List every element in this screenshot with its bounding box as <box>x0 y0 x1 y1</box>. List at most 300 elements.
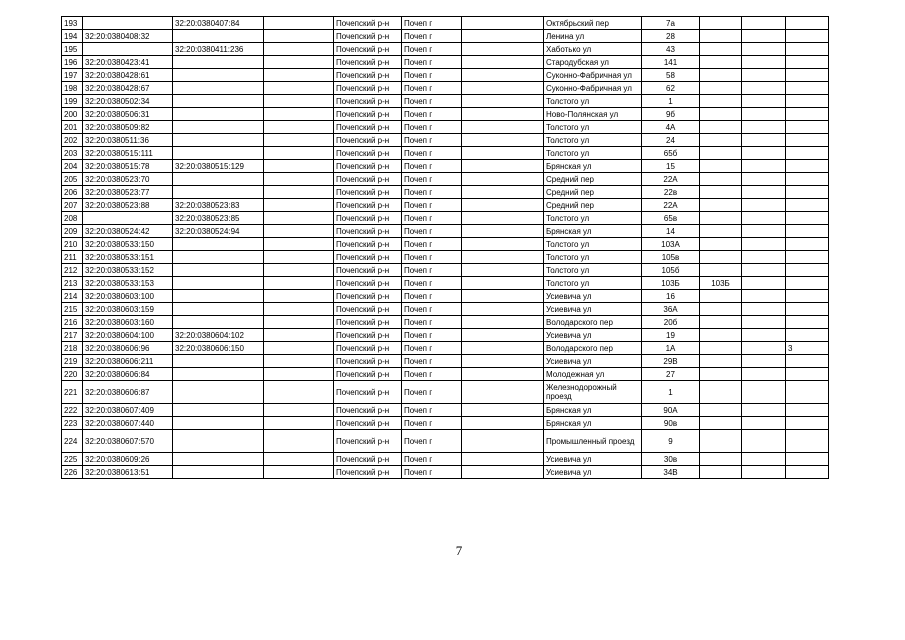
empty-cell <box>462 82 544 95</box>
district-cell: Почепский р-н <box>334 355 402 368</box>
empty-cell <box>462 329 544 342</box>
empty-cell <box>264 56 334 69</box>
table-row <box>62 56 829 69</box>
cadastral-number-2 <box>173 316 264 329</box>
street-cell: Железнодорожный проезд <box>544 381 642 404</box>
empty-cell <box>462 381 544 404</box>
street-cell: Толстого ул <box>544 277 642 290</box>
extra-cell <box>700 466 742 479</box>
cadastral-number-2 <box>173 417 264 430</box>
empty-cell <box>462 404 544 417</box>
extra-cell <box>700 95 742 108</box>
extra-cell <box>742 251 786 264</box>
empty-cell <box>264 82 334 95</box>
extra-cell <box>700 160 742 173</box>
empty-cell <box>462 160 544 173</box>
town-cell: Почеп г <box>402 56 462 69</box>
extra-cell <box>700 404 742 417</box>
row-number: 224 <box>62 430 83 453</box>
row-number: 203 <box>62 147 83 160</box>
district-cell: Почепский р-н <box>334 225 402 238</box>
town-cell: Почеп г <box>402 303 462 316</box>
town-cell: Почеп г <box>402 466 462 479</box>
empty-cell <box>462 17 544 30</box>
extra-cell <box>742 430 786 453</box>
table-row <box>62 225 829 238</box>
extra-cell <box>786 417 829 430</box>
empty-cell <box>462 430 544 453</box>
house-number-cell: 29В <box>642 355 700 368</box>
extra-cell <box>742 225 786 238</box>
row-number: 201 <box>62 121 83 134</box>
extra-cell <box>700 381 742 404</box>
district-cell: Почепский р-н <box>334 43 402 56</box>
extra-cell <box>786 316 829 329</box>
extra-cell <box>700 56 742 69</box>
district-cell: Почепский р-н <box>334 329 402 342</box>
district-cell: Почепский р-н <box>334 238 402 251</box>
house-number-cell: 22А <box>642 199 700 212</box>
table-row <box>62 355 829 368</box>
row-number: 222 <box>62 404 83 417</box>
town-cell: Почеп г <box>402 264 462 277</box>
cadastral-number: 32:20:0380607:409 <box>83 404 173 417</box>
town-cell: Почеп г <box>402 121 462 134</box>
cadastral-number: 32:20:0380428:61 <box>83 69 173 82</box>
house-number-cell: 103Б <box>642 277 700 290</box>
cadastral-number: 32:20:0380515:111 <box>83 147 173 160</box>
extra-cell <box>786 404 829 417</box>
empty-cell <box>264 303 334 316</box>
extra-cell <box>700 199 742 212</box>
table-row <box>62 430 829 453</box>
house-number-cell: 28 <box>642 30 700 43</box>
house-number-cell: 1А <box>642 342 700 355</box>
empty-cell <box>264 186 334 199</box>
extra-cell <box>786 290 829 303</box>
extra-cell <box>786 277 829 290</box>
cadastral-number-2: 32:20:0380515:129 <box>173 160 264 173</box>
cadastral-number-2 <box>173 95 264 108</box>
extra-cell <box>742 134 786 147</box>
district-cell: Почепский р-н <box>334 417 402 430</box>
extra-cell <box>786 329 829 342</box>
extra-cell <box>700 69 742 82</box>
cadastral-number: 32:20:0380607:440 <box>83 417 173 430</box>
cadastral-number-2 <box>173 453 264 466</box>
street-cell: Брянская ул <box>544 417 642 430</box>
row-number: 212 <box>62 264 83 277</box>
street-cell: Суконно-Фабричная ул <box>544 69 642 82</box>
empty-cell <box>264 108 334 121</box>
extra-cell <box>786 186 829 199</box>
empty-cell <box>462 225 544 238</box>
table-row <box>62 264 829 277</box>
extra-cell <box>786 453 829 466</box>
cadastral-number-2 <box>173 173 264 186</box>
cadastral-number: 32:20:0380506:31 <box>83 108 173 121</box>
cadastral-number: 32:20:0380502:34 <box>83 95 173 108</box>
cadastral-number-2 <box>173 56 264 69</box>
town-cell: Почеп г <box>402 355 462 368</box>
empty-cell <box>462 417 544 430</box>
extra-cell <box>700 290 742 303</box>
district-cell: Почепский р-н <box>334 381 402 404</box>
house-number-cell: 20б <box>642 316 700 329</box>
district-cell: Почепский р-н <box>334 303 402 316</box>
district-cell: Почепский р-н <box>334 82 402 95</box>
extra-cell <box>700 329 742 342</box>
extra-cell <box>742 173 786 186</box>
row-number: 199 <box>62 95 83 108</box>
empty-cell <box>264 453 334 466</box>
row-number: 205 <box>62 173 83 186</box>
house-number-cell: 90А <box>642 404 700 417</box>
street-cell: Брянская ул <box>544 225 642 238</box>
row-number: 200 <box>62 108 83 121</box>
extra-cell <box>742 82 786 95</box>
extra-cell <box>742 466 786 479</box>
cadastral-number-2 <box>173 303 264 316</box>
street-cell: Брянская ул <box>544 160 642 173</box>
row-number: 196 <box>62 56 83 69</box>
extra-cell <box>700 430 742 453</box>
table-row <box>62 173 829 186</box>
extra-cell <box>742 316 786 329</box>
town-cell: Почеп г <box>402 453 462 466</box>
cadastral-number-2: 32:20:0380524:94 <box>173 225 264 238</box>
cadastral-number-2 <box>173 134 264 147</box>
table-row <box>62 251 829 264</box>
table-row <box>62 30 829 43</box>
cadastral-number: 32:20:0380603:160 <box>83 316 173 329</box>
street-cell: Володарского пер <box>544 316 642 329</box>
empty-cell <box>264 329 334 342</box>
house-number-cell: 65б <box>642 147 700 160</box>
empty-cell <box>264 225 334 238</box>
cadastral-number-2: 32:20:0380606:150 <box>173 342 264 355</box>
empty-cell <box>264 417 334 430</box>
extra-cell <box>742 342 786 355</box>
town-cell: Почеп г <box>402 108 462 121</box>
empty-cell <box>264 134 334 147</box>
street-cell: Стародубская ул <box>544 56 642 69</box>
district-cell: Почепский р-н <box>334 56 402 69</box>
table-row <box>62 290 829 303</box>
table-row <box>62 134 829 147</box>
house-number-cell: 43 <box>642 43 700 56</box>
cadastral-number: 32:20:0380515:78 <box>83 160 173 173</box>
extra-cell <box>786 160 829 173</box>
district-cell: Почепский р-н <box>334 17 402 30</box>
town-cell: Почеп г <box>402 225 462 238</box>
house-number-cell: 141 <box>642 56 700 69</box>
town-cell: Почеп г <box>402 95 462 108</box>
extra-cell <box>786 212 829 225</box>
row-number: 210 <box>62 238 83 251</box>
table-row <box>62 69 829 82</box>
cadastral-number <box>83 17 173 30</box>
empty-cell <box>462 251 544 264</box>
extra-cell <box>786 430 829 453</box>
town-cell: Почеп г <box>402 173 462 186</box>
cadastral-number: 32:20:0380606:87 <box>83 381 173 404</box>
row-number: 198 <box>62 82 83 95</box>
empty-cell <box>264 238 334 251</box>
town-cell: Почеп г <box>402 381 462 404</box>
house-number-cell: 27 <box>642 368 700 381</box>
house-number-cell: 19 <box>642 329 700 342</box>
extra-cell <box>786 264 829 277</box>
extra-cell <box>786 466 829 479</box>
row-number: 204 <box>62 160 83 173</box>
district-cell: Почепский р-н <box>334 199 402 212</box>
district-cell: Почепский р-н <box>334 290 402 303</box>
cadastral-number-2 <box>173 238 264 251</box>
town-cell: Почеп г <box>402 342 462 355</box>
cadastral-number: 32:20:0380524:42 <box>83 225 173 238</box>
extra-cell <box>742 417 786 430</box>
extra-cell <box>786 303 829 316</box>
street-cell: Толстого ул <box>544 251 642 264</box>
town-cell: Почеп г <box>402 186 462 199</box>
town-cell: Почеп г <box>402 212 462 225</box>
extra-cell <box>786 368 829 381</box>
extra-cell <box>786 173 829 186</box>
empty-cell <box>264 277 334 290</box>
house-number-cell: 34В <box>642 466 700 479</box>
district-cell: Почепский р-н <box>334 147 402 160</box>
district-cell: Почепский р-н <box>334 95 402 108</box>
district-cell: Почепский р-н <box>334 69 402 82</box>
empty-cell <box>462 30 544 43</box>
row-number: 223 <box>62 417 83 430</box>
row-number: 206 <box>62 186 83 199</box>
row-number: 219 <box>62 355 83 368</box>
town-cell: Почеп г <box>402 316 462 329</box>
house-number-cell: 62 <box>642 82 700 95</box>
house-number-cell: 105в <box>642 251 700 264</box>
cadastral-number-2: 32:20:0380407:84 <box>173 17 264 30</box>
cadastral-number-2 <box>173 430 264 453</box>
empty-cell <box>462 453 544 466</box>
cadastral-number: 32:20:0380511:36 <box>83 134 173 147</box>
empty-cell <box>264 290 334 303</box>
extra-cell: 3 <box>786 342 829 355</box>
row-number: 221 <box>62 381 83 404</box>
town-cell: Почеп г <box>402 199 462 212</box>
empty-cell <box>264 381 334 404</box>
extra-cell <box>742 368 786 381</box>
empty-cell <box>264 199 334 212</box>
house-number-cell: 15 <box>642 160 700 173</box>
extra-cell <box>742 212 786 225</box>
house-number-cell: 22в <box>642 186 700 199</box>
table-row <box>62 121 829 134</box>
house-number-cell: 1 <box>642 381 700 404</box>
extra-cell <box>700 225 742 238</box>
cadastral-number: 32:20:0380609:26 <box>83 453 173 466</box>
cadastral-number <box>83 43 173 56</box>
extra-cell <box>742 303 786 316</box>
town-cell: Почеп г <box>402 43 462 56</box>
district-cell: Почепский р-н <box>334 342 402 355</box>
empty-cell <box>462 108 544 121</box>
empty-cell <box>462 466 544 479</box>
cadastral-number <box>83 212 173 225</box>
cadastral-number-2 <box>173 82 264 95</box>
extra-cell <box>786 251 829 264</box>
extra-cell <box>700 316 742 329</box>
extra-cell <box>700 134 742 147</box>
table-row <box>62 466 829 479</box>
cadastral-number: 32:20:0380603:159 <box>83 303 173 316</box>
extra-cell <box>742 56 786 69</box>
street-cell: Усиевича ул <box>544 290 642 303</box>
house-number-cell: 30в <box>642 453 700 466</box>
house-number-cell: 16 <box>642 290 700 303</box>
row-number: 213 <box>62 277 83 290</box>
empty-cell <box>462 186 544 199</box>
cadastral-number-2 <box>173 404 264 417</box>
cadastral-number: 32:20:0380509:82 <box>83 121 173 134</box>
district-cell: Почепский р-н <box>334 173 402 186</box>
extra-cell <box>700 43 742 56</box>
registry-table <box>61 16 829 479</box>
row-number: 211 <box>62 251 83 264</box>
table-row <box>62 147 829 160</box>
extra-cell <box>742 121 786 134</box>
empty-cell <box>264 160 334 173</box>
cadastral-number-2 <box>173 147 264 160</box>
empty-cell <box>462 238 544 251</box>
house-number-cell: 90в <box>642 417 700 430</box>
table-row <box>62 17 829 30</box>
row-number: 214 <box>62 290 83 303</box>
extra-cell <box>742 95 786 108</box>
extra-cell <box>786 56 829 69</box>
district-cell: Почепский р-н <box>334 404 402 417</box>
cadastral-number-2 <box>173 355 264 368</box>
street-cell: Молодежная ул <box>544 368 642 381</box>
extra-cell <box>786 147 829 160</box>
empty-cell <box>462 342 544 355</box>
empty-cell <box>462 69 544 82</box>
extra-cell <box>700 368 742 381</box>
row-number: 193 <box>62 17 83 30</box>
table-row <box>62 368 829 381</box>
row-number: 208 <box>62 212 83 225</box>
extra-cell <box>742 186 786 199</box>
extra-cell <box>700 30 742 43</box>
table-row <box>62 82 829 95</box>
district-cell: Почепский р-н <box>334 108 402 121</box>
district-cell: Почепский р-н <box>334 160 402 173</box>
extra-cell <box>742 69 786 82</box>
district-cell: Почепский р-н <box>334 251 402 264</box>
row-number: 217 <box>62 329 83 342</box>
extra-cell <box>742 277 786 290</box>
town-cell: Почеп г <box>402 404 462 417</box>
table-row <box>62 417 829 430</box>
street-cell: Промышленный проезд <box>544 430 642 453</box>
empty-cell <box>264 43 334 56</box>
house-number-cell: 103А <box>642 238 700 251</box>
empty-cell <box>462 134 544 147</box>
extra-cell <box>700 212 742 225</box>
extra-cell <box>742 290 786 303</box>
cadastral-number-2 <box>173 264 264 277</box>
district-cell: Почепский р-н <box>334 277 402 290</box>
empty-cell <box>264 251 334 264</box>
empty-cell <box>462 277 544 290</box>
extra-cell <box>742 355 786 368</box>
empty-cell <box>264 212 334 225</box>
table-row <box>62 303 829 316</box>
town-cell: Почеп г <box>402 134 462 147</box>
district-cell: Почепский р-н <box>334 30 402 43</box>
extra-cell <box>700 453 742 466</box>
extra-cell <box>786 95 829 108</box>
extra-cell <box>742 381 786 404</box>
cadastral-number: 32:20:0380523:77 <box>83 186 173 199</box>
extra-cell <box>742 329 786 342</box>
table-row <box>62 199 829 212</box>
empty-cell <box>264 342 334 355</box>
cadastral-number-2: 32:20:0380411:236 <box>173 43 264 56</box>
row-number: 197 <box>62 69 83 82</box>
house-number-cell: 7а <box>642 17 700 30</box>
extra-cell <box>742 17 786 30</box>
extra-cell <box>742 453 786 466</box>
street-cell: Хаботько ул <box>544 43 642 56</box>
extra-cell <box>700 186 742 199</box>
extra-cell <box>786 43 829 56</box>
street-cell: Ленина ул <box>544 30 642 43</box>
extra-cell <box>742 238 786 251</box>
extra-cell <box>700 238 742 251</box>
town-cell: Почеп г <box>402 69 462 82</box>
table-row <box>62 381 829 404</box>
row-number: 216 <box>62 316 83 329</box>
district-cell: Почепский р-н <box>334 121 402 134</box>
cadastral-number-2: 32:20:0380604:102 <box>173 329 264 342</box>
row-number: 195 <box>62 43 83 56</box>
street-cell: Толстого ул <box>544 238 642 251</box>
cadastral-number-2 <box>173 186 264 199</box>
empty-cell <box>462 147 544 160</box>
town-cell: Почеп г <box>402 147 462 160</box>
table-row <box>62 404 829 417</box>
row-number: 194 <box>62 30 83 43</box>
street-cell: Толстого ул <box>544 147 642 160</box>
extra-cell <box>700 173 742 186</box>
street-cell: Усиевича ул <box>544 453 642 466</box>
street-cell: Средний пер <box>544 186 642 199</box>
cadastral-number-2 <box>173 466 264 479</box>
extra-cell <box>700 303 742 316</box>
extra-cell <box>742 404 786 417</box>
extra-cell <box>786 17 829 30</box>
table-row <box>62 186 829 199</box>
extra-cell <box>786 108 829 121</box>
town-cell: Почеп г <box>402 30 462 43</box>
extra-cell <box>742 30 786 43</box>
extra-cell <box>786 30 829 43</box>
table-row <box>62 95 829 108</box>
cadastral-number: 32:20:0380523:70 <box>83 173 173 186</box>
town-cell: Почеп г <box>402 417 462 430</box>
